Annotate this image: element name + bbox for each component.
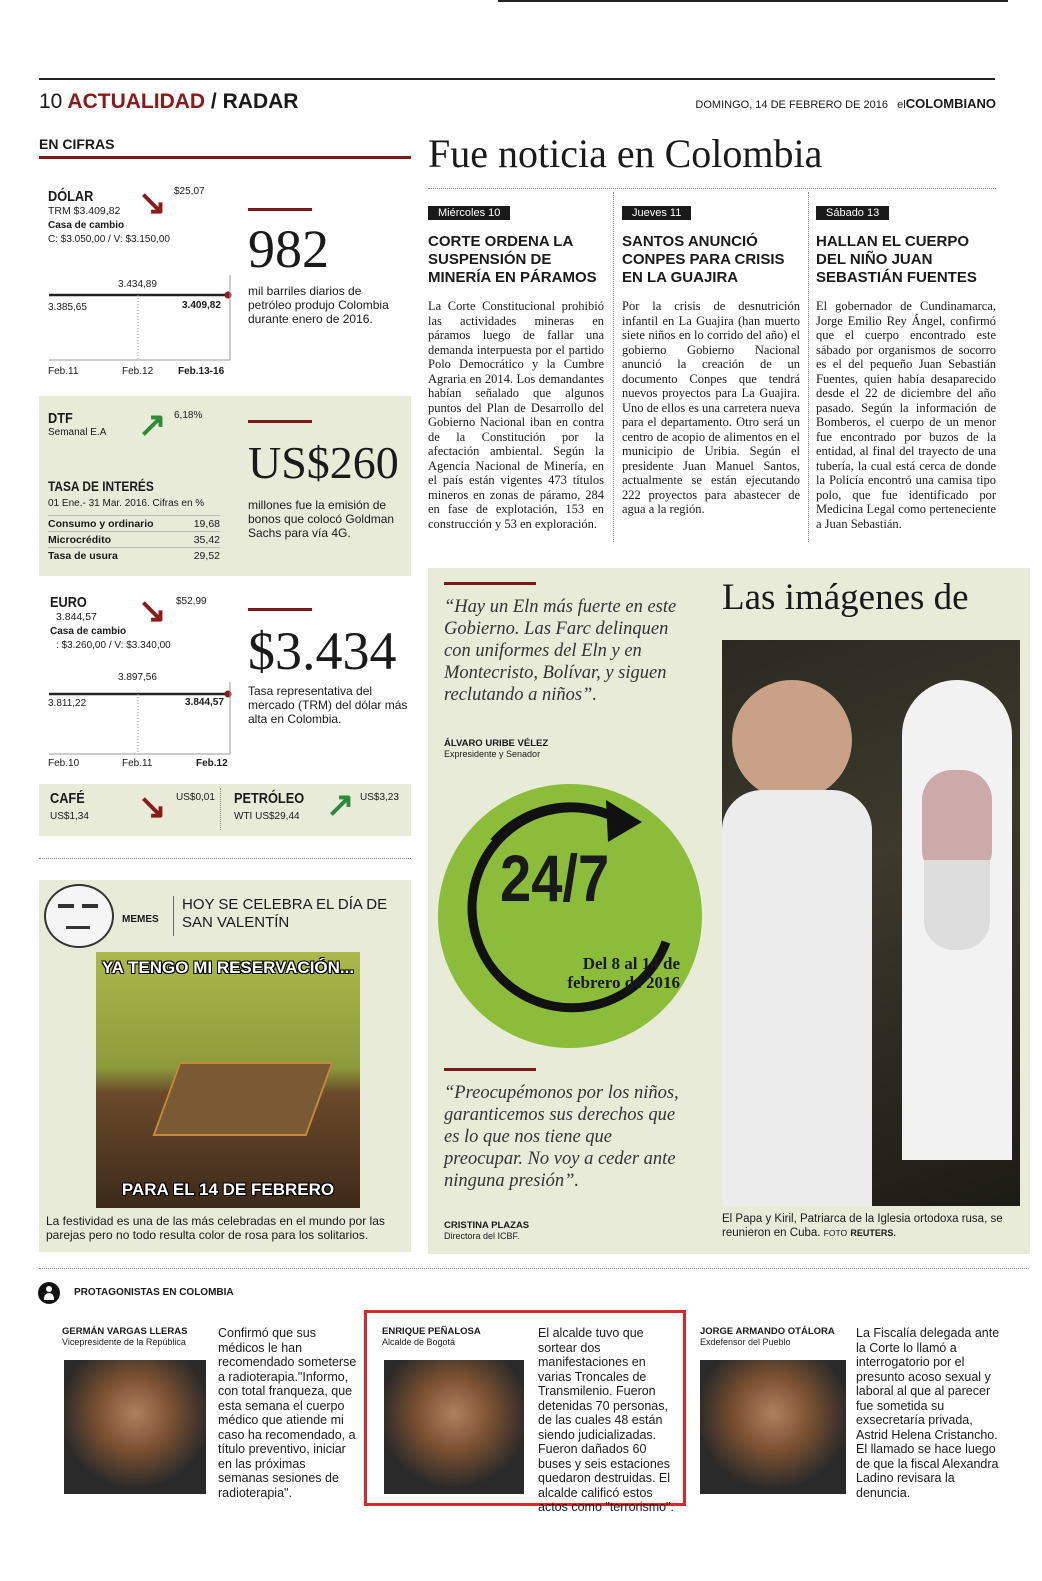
- news-headline: CORTE ORDENA LA SUSPENSIÓN DE MINERÍA EN PÁRAMOS: [428, 233, 597, 286]
- euro-value: 3.844,57: [56, 611, 97, 623]
- photo-credit-prefix: FOTO: [823, 1228, 848, 1238]
- stat-caption: Tasa representativa del mercado (TRM) del dólar más alta en Colombia.: [248, 684, 408, 726]
- pope-head: [732, 680, 852, 800]
- protagonist-name: ENRIQUE PEÑALOSA: [382, 1326, 481, 1337]
- protagonist-photo: [384, 1360, 524, 1494]
- news-body: El gobernador de Cundinamarca, Jorge Emilio Rey Ángel, confirmó que el cuerpo encontrado este sábado por organismos de socorro es el del pequeño Juan Sebastián Fuentes, quien había desaparecido desde el 22 de diciembre del año pasado. Según la información de Bomberos, el cuerpo de un menor fue encontrado por buzos de la entidad, al final del trayecto de una tubería, la cual está cerca de donde la Policía encontró una camisa tipo polo, que fue identificado por Medicina Legal como perteneciente a Juan Sebastián.: [816, 299, 996, 531]
- news-column: [428, 203, 604, 531]
- noticia-rule: [428, 188, 996, 189]
- news-column: [622, 203, 800, 517]
- news-divider: [613, 192, 614, 542]
- brand: COLOMBIANO: [905, 96, 996, 111]
- petroleo-block: [234, 790, 317, 822]
- dolar-point-2: 3.434,89: [118, 279, 157, 290]
- dolar-date-2: Feb.12: [122, 366, 154, 377]
- euro-casa-label: Casa de cambio: [50, 626, 127, 637]
- dtf-sub: Semanal E.A: [48, 427, 107, 438]
- brand-prefix: el: [897, 99, 906, 111]
- dtf-block: [48, 410, 106, 438]
- stat-rule: [248, 608, 312, 611]
- protagonist-card: [700, 1326, 835, 1347]
- meme-bottom-text: PARA EL 14 DE FEBRERO: [121, 1180, 335, 1199]
- rate-value: 19,68: [193, 518, 220, 530]
- protagonist-card: [382, 1326, 481, 1347]
- euro-point-1: 3.811,22: [48, 698, 87, 709]
- petroleo-value: WTI US$29,44: [234, 811, 300, 822]
- badge-24-7: [436, 782, 706, 1050]
- cafe-block: [50, 790, 91, 822]
- euro-down-arrow-icon: ↘: [138, 592, 167, 630]
- tasa-block: [48, 478, 220, 563]
- news-day: Sábado 13: [816, 206, 889, 220]
- euro-date-2: Feb.11: [122, 758, 153, 769]
- meme-eye-right: [82, 904, 98, 908]
- section-header: [39, 90, 298, 114]
- quote-rule: [444, 1068, 536, 1071]
- euro-point-2: 3.897,56: [118, 672, 157, 683]
- issue-date: DOMINGO, 14 DE FEBRERO DE 2016: [695, 99, 888, 111]
- dolar-casa-label: Casa de cambio: [48, 220, 125, 231]
- commodities-divider: [220, 788, 222, 830]
- cafe-label: CAFÉ: [50, 790, 85, 807]
- imagenes-caption-block: [722, 1212, 1012, 1240]
- dtf-up-arrow-icon: ↗: [138, 406, 167, 444]
- memes-divider: [173, 896, 175, 936]
- badge-line-1: Del 8 al 14 de: [582, 954, 680, 973]
- quote-rule: [444, 582, 536, 585]
- cafe-down-arrow-icon: ↘: [138, 788, 167, 826]
- protagonist-photo: [700, 1360, 846, 1494]
- protagonistas-top-rule: [39, 1268, 1029, 1269]
- quote-role: Expresidente y Senador: [444, 749, 541, 759]
- stat-number: 982: [248, 219, 329, 279]
- memes-title: HOY SE CELEBRA EL DÍA DE SAN VALENTÍN: [182, 896, 388, 931]
- dtf-change: 6,18%: [174, 410, 203, 421]
- top-rule: [498, 0, 1008, 2]
- header-meta: [695, 96, 996, 111]
- photo-credit: REUTERS.: [850, 1228, 896, 1238]
- protagonist-role: Alcalde de Bogotá: [382, 1337, 456, 1347]
- dolar-casa-value: C: $3.050,00 / V: $3.150,00: [48, 234, 170, 245]
- section-name: ACTUALIDAD: [67, 90, 206, 113]
- memes-top-rule: [39, 858, 411, 859]
- rate-value: 35,42: [193, 534, 220, 546]
- meme-face-icon: [44, 884, 114, 948]
- imagenes-caption: El Papa y Kiril, Patriarca de la Iglesia ortodoxa rusa, se reunieron en Cuba.: [722, 1213, 1003, 1239]
- stat-rule: [248, 420, 312, 423]
- pope-kiril-photo: [722, 640, 1020, 1206]
- cafe-change: US$0,01: [176, 792, 215, 803]
- news-body: Por la crisis de desnutrición infantil en La Guajira (han muerto siete niños en lo corrido del año) el gobierno Gobierno Nacional anunció la creación de un documento Conpes que tendrá nuevos proyectos para La Guajira. Uno de ellos es una carretera nueva para el departamento. Otro será un centro de acopio de alimentos en el municipio de Uribia. Según el presidente Juan Manuel Santos, actualmente se están ejecutando 222 proyectos para abastecer de agua a la región.: [622, 299, 800, 516]
- news-headline: SANTOS ANUNCIÓ CONPES PARA CRISIS EN LA GUAJIRA: [622, 233, 785, 286]
- tasa-label: TASA DE INTERÉS: [48, 478, 154, 494]
- dtf-label: DTF: [48, 410, 73, 427]
- news-divider: [808, 192, 809, 542]
- petroleo-label: PETRÓLEO: [234, 790, 305, 807]
- dolar-down-arrow-icon: ↘: [138, 184, 167, 222]
- euro-point-3: 3.844,57: [185, 697, 224, 708]
- quote-text: “Hay un Eln más fuerte en este Gobierno. Las Farc delinquen con uniformes del Eln y en Montecristo, Bolívar, y siguen reclutando a niños”.: [444, 597, 677, 705]
- euro-change: $52,99: [176, 596, 207, 607]
- tasa-sub: 01 Ene.- 31 Mar. 2016. Cifras en %: [48, 498, 205, 509]
- meme-top-text: YA TENGO MI RESERVACIÓN...: [101, 958, 355, 977]
- stat-caption: mil barriles diarios de petróleo produjo Colombia durante enero de 2016.: [248, 284, 389, 326]
- protagonist-photo: [64, 1360, 206, 1494]
- stat-caption: millones fue la emisión de bonos que colocó Goldman Sachs para vía 4G.: [248, 498, 395, 540]
- meme-eye-left: [58, 904, 74, 908]
- news-day: Miércoles 10: [428, 206, 510, 220]
- petroleo-change: US$3,23: [360, 792, 399, 803]
- news-day: Jueves 11: [622, 206, 691, 220]
- news-body: La Corte Constitucional prohibió las actividades mineras en páramos luego de fallar una demanda interpuesta por el partido Polo Democrático y la Cumbre Agraria en 2014. Los demandantes habían señalado que algunos puntos del Plan de Desarrollo del Gobierno Nacional iban en contra de la Constitución por la afectación ambiental. Según la Agencia Nacional de Minería, en el país están vigentes 473 títulos mineros en zonas de páramo, 284 en fase de explotación, 153 en construcción y 53 en exploración.: [428, 299, 604, 531]
- subsection-name: RADAR: [222, 90, 299, 113]
- dolar-point-3: 3.409,82: [182, 300, 221, 311]
- header-rule: [39, 78, 995, 80]
- protagonist-role: Vicepresidente de la República: [62, 1337, 186, 1347]
- rate-name: Microcrédito: [48, 534, 112, 546]
- rate-value: 29,52: [193, 550, 220, 562]
- pope-robe: [722, 790, 872, 1206]
- quote-role: Directora del ICBF.: [444, 1231, 520, 1241]
- protagonist-text: La Fiscalía delegada ante la Corte lo llamó a interrogatorio por el presunto acoso sexual y laboral al que al parecer fue sometida su exsecretaría privada, Astrid Helena Cristancho. El llamado se hace luego de que la fiscal Alexandra Ladino revisara la denuncia.: [856, 1326, 1000, 1500]
- rate-row: [48, 531, 220, 547]
- petroleo-up-arrow-icon: ↗: [326, 786, 355, 824]
- euro-date-3: Feb.12: [196, 758, 228, 769]
- protagonist-text: Confirmó que sus médicos le han recomendado someterse a radioterapia."Informo, con total franqueza, que esta semana el cuerpo médico que atiende mi caso ha recomendado, a título preventivo, iniciar en las próximas semanas sesiones de radioterapia".: [218, 1326, 357, 1500]
- meme-table: [153, 1062, 334, 1136]
- commodities-panel: [39, 784, 411, 836]
- cifras-rule: [39, 156, 411, 159]
- dolar-trm: TRM $3.409,82: [48, 205, 121, 217]
- rate-name: Consumo y ordinario: [48, 518, 154, 530]
- cifras-title: EN CIFRAS: [39, 136, 115, 152]
- stat-number: $3.434: [248, 621, 397, 681]
- protagonist-role: Exdefensor del Pueblo: [700, 1337, 791, 1347]
- quote-text: “Preocupémonos por los niños, garanticemos sus derechos que es lo que nos tiene que preocupar. No voy a ceder ante ninguna presión”.: [444, 1083, 679, 1191]
- section-slash: /: [210, 90, 217, 113]
- person-icon-head: [46, 1286, 52, 1292]
- stat-rule: [248, 208, 312, 211]
- dolar-point-1: 3.385,65: [48, 302, 87, 313]
- meme-mouth: [66, 926, 90, 929]
- imagenes-title: Las imágenes de: [722, 577, 969, 618]
- protagonist-name: JORGE ARMANDO OTÁLORA: [700, 1326, 835, 1337]
- person-icon-body: [44, 1293, 54, 1300]
- cafe-value: US$1,34: [50, 811, 89, 822]
- kiril-beard: [924, 860, 990, 950]
- page-number: 10: [39, 90, 63, 113]
- dolar-label: DÓLAR: [48, 188, 94, 205]
- badge-line-2: febrero de 2016: [567, 973, 680, 992]
- news-column: [816, 203, 996, 531]
- memes-caption: La festividad es una de las más celebradas en el mundo por las parejas pero no todo resulta color de rosa para los solitarios.: [46, 1214, 385, 1242]
- person-icon: [38, 1282, 60, 1304]
- dolar-date-1: Feb.11: [48, 366, 79, 377]
- euro-label: EURO: [50, 594, 87, 611]
- protagonist-name: GERMÁN VARGAS LLERAS: [62, 1326, 188, 1337]
- euro-casa-value: : $3.260,00 / V: $3.340,00: [56, 640, 171, 651]
- dolar-date-3: Feb.13-16: [178, 366, 225, 377]
- protagonist-text: El alcalde tuvo que sortear dos manifestaciones en varias Troncales de Transmilenio. Fueron detenidas 70 personas, de las cuales 48 están siendo judicializadas. Fueron dañados 60 buses y seis estaciones quedaron destruidas. El alcalde calificó estos actos como "terrorismo".: [538, 1326, 674, 1514]
- quote-author: CRISTINA PLAZAS: [444, 1220, 530, 1231]
- rate-row: [48, 547, 220, 563]
- euro-date-1: Feb.10: [48, 758, 80, 769]
- badge-dates: [520, 954, 680, 992]
- protagonistas-title: PROTAGONISTAS EN COLOMBIA: [74, 1287, 234, 1298]
- meme-image: [96, 952, 360, 1208]
- rate-row: [48, 515, 220, 531]
- badge-big-text: 24/7: [500, 841, 610, 915]
- memes-tag: MEMES: [122, 914, 159, 925]
- news-headline: HALLAN EL CUERPO DEL NIÑO JUAN SEBASTIÁN FUENTES: [816, 233, 977, 286]
- quote-author: ÁLVARO URIBE VÉLEZ: [444, 738, 549, 749]
- dolar-change: $25,07: [174, 186, 205, 197]
- noticia-title: Fue noticia en Colombia: [428, 131, 823, 176]
- rate-name: Tasa de usura: [48, 550, 118, 562]
- protagonist-card: [62, 1326, 187, 1347]
- stat-number: US$260: [248, 437, 399, 488]
